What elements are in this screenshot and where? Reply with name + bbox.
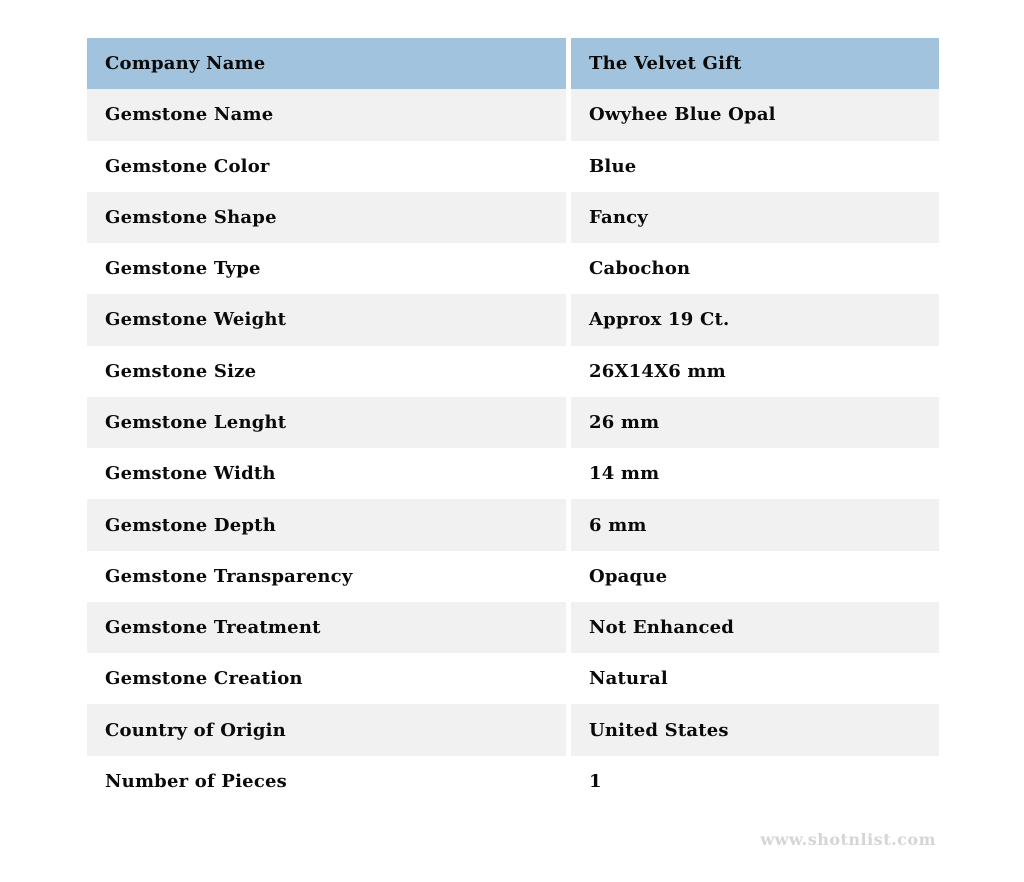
table-row: [87, 346, 939, 397]
table-row: [87, 551, 939, 602]
header-label-cell: Company Name: [87, 38, 566, 89]
watermark-text: www.shotnlist.com: [760, 830, 936, 849]
row-value: Cabochon: [571, 243, 939, 294]
row-label: Gemstone Shape: [87, 192, 566, 243]
table-row: [87, 294, 939, 345]
table-row: [87, 397, 939, 448]
row-label: Gemstone Lenght: [87, 397, 566, 448]
row-value: 6 mm: [571, 499, 939, 550]
row-value: Blue: [571, 141, 939, 192]
row-value: Not Enhanced: [571, 602, 939, 653]
table-row: [87, 602, 939, 653]
row-value: Owyhee Blue Opal: [571, 89, 939, 140]
table-header-row: [87, 38, 939, 89]
row-value: Approx 19 Ct.: [571, 294, 939, 345]
table-row: [87, 89, 939, 140]
row-label: Gemstone Creation: [87, 653, 566, 704]
table-row: [87, 192, 939, 243]
row-label: Gemstone Width: [87, 448, 566, 499]
table-row: [87, 243, 939, 294]
row-label: Gemstone Depth: [87, 499, 566, 550]
row-label: Gemstone Weight: [87, 294, 566, 345]
row-value: Fancy: [571, 192, 939, 243]
row-value: 26X14X6 mm: [571, 346, 939, 397]
table-row: [87, 141, 939, 192]
table-row: [87, 448, 939, 499]
row-label: Number of Pieces: [87, 756, 566, 807]
row-label: Gemstone Name: [87, 89, 566, 140]
row-value: Opaque: [571, 551, 939, 602]
row-value: 1: [571, 756, 939, 807]
row-label: Gemstone Type: [87, 243, 566, 294]
row-label: Gemstone Color: [87, 141, 566, 192]
row-value: 26 mm: [571, 397, 939, 448]
row-value: 14 mm: [571, 448, 939, 499]
row-label: Gemstone Treatment: [87, 602, 566, 653]
row-label: Country of Origin: [87, 704, 566, 755]
table-row: [87, 756, 939, 807]
row-label: Gemstone Transparency: [87, 551, 566, 602]
table-row: [87, 653, 939, 704]
table-body: [87, 89, 939, 807]
table-row: [87, 704, 939, 755]
row-value: Natural: [571, 653, 939, 704]
gemstone-spec-table: [87, 38, 939, 807]
row-label: Gemstone Size: [87, 346, 566, 397]
table-row: [87, 499, 939, 550]
header-value-cell: The Velvet Gift: [571, 38, 939, 89]
row-value: United States: [571, 704, 939, 755]
